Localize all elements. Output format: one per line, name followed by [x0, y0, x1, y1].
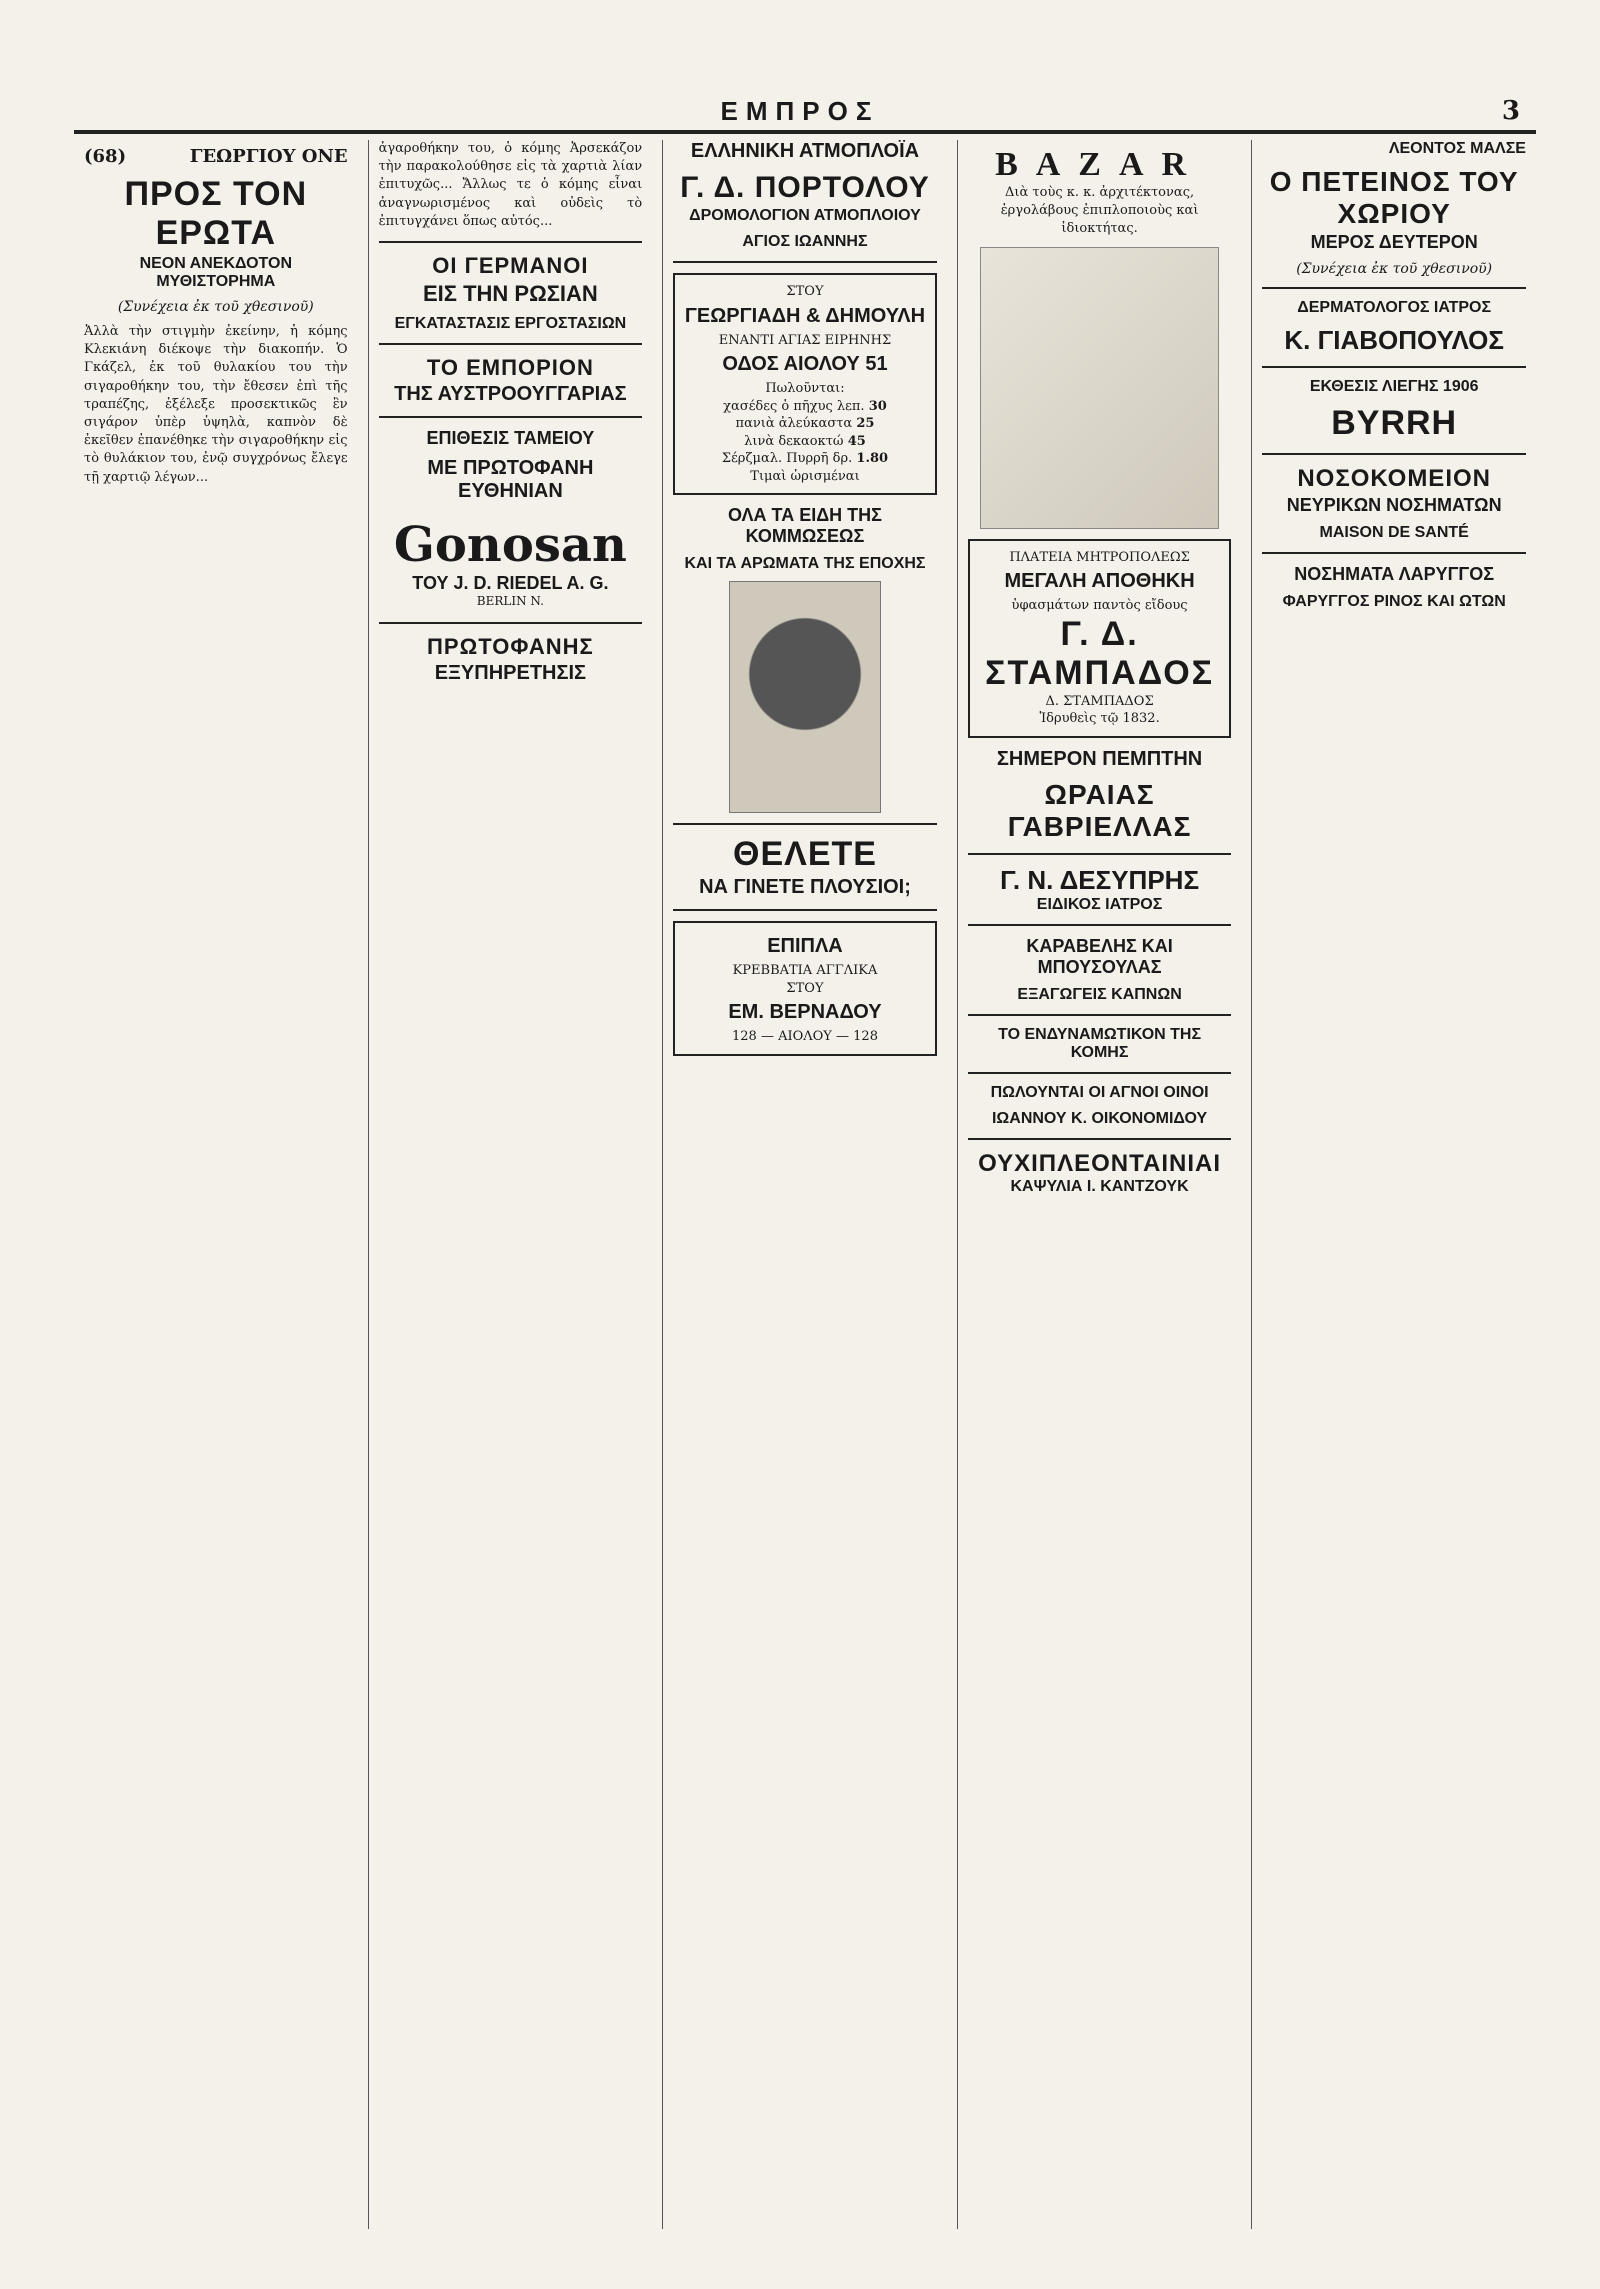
germans-subtitle: ΕΙΣ ΤΗΝ ΡΩΣΙΑΝ — [422, 280, 598, 306]
ent-line1: ΦΑΡΥΓΓΟΣ ΡΙΝΟΣ ΚΑΙ ΩΤΩΝ — [1282, 593, 1506, 610]
pills-line1: ΚΑΨΥΛΙΑ Ι. ΚΑΝΤΖΟΥΚ — [1010, 1177, 1189, 1195]
serial2-part: ΜΕΡΟΣ ΔΕΥΤΕΡΟΝ — [1310, 232, 1478, 252]
bazar-text: Διὰ τοὺς κ. κ. ἀρχιτέκτονας, ἐργολάβους ἐπιπλοποιοὺς καὶ ἰδιοκτήτας. — [1000, 185, 1199, 237]
shop-place: ΕΝΑΝΤΙ ΑΓΙΑΣ ΕΙΡΗΝΗΣ — [718, 332, 892, 348]
divider — [673, 823, 937, 825]
serial2-title: Ο ΠΕΤΕΙΝΟΣ ΤΟΥ ΧΩΡΙΟΥ — [1269, 166, 1519, 229]
beds-name: ΕΜ. ΒΕΡΝΑΔΟΥ — [728, 1001, 882, 1024]
divider — [968, 1072, 1232, 1074]
exhibition-title: ΕΚΘΕΣΙΣ ΛΙΕΓΗΣ 1906 — [1309, 378, 1479, 395]
cosmetics-subtitle: ΚΑΙ ΤΑ ΑΡΩΜΑΤΑ ΤΗΣ ΕΠΟΧΗΣ — [684, 555, 926, 573]
portrait-illustration — [729, 581, 881, 813]
columns — [74, 140, 1536, 2229]
column-1 — [74, 140, 358, 2229]
shop-fixed-prices: Τιμαὶ ὡρισμέναι — [750, 468, 860, 484]
shipping-ship: ΑΓΙΟΣ ΙΩΑΝΝΗΣ — [742, 233, 868, 250]
shipping-title: ΕΛΛΗΝΙΚΗ ΑΤΜΟΠΛΟΪΑ — [690, 140, 920, 162]
page-number: 3 — [1501, 96, 1520, 126]
column-3 — [662, 140, 947, 2229]
shop-street: ΟΔΟΣ ΑΙΟΛΟΥ 51 — [722, 353, 888, 376]
service-title: ΠΡΩΤΟΦΑΝΗΣ — [427, 633, 594, 659]
shop-item: λινὰ δεκαοκτώ 45 — [744, 433, 866, 449]
divider — [1262, 453, 1526, 455]
want-title: ΘΕΛΕΤΕ — [733, 835, 877, 874]
serial-author: ΓΕΩΡΓΙΟΥ ΟΝΕ — [189, 146, 348, 167]
gonosan-maker: ΤΟΥ J. D. RIEDEL A. G. — [412, 572, 609, 593]
bazar-title: BAZAR — [995, 146, 1205, 183]
wines-title: ΠΩΛΟΥΝΤΑΙ ΟΙ ΑΓΝΟΙ ΟΙΝΟΙ — [990, 1083, 1209, 1101]
serial-body: Ἀλλὰ τὴν στιγμὴν ἐκείνην, ἡ κόμης Κλεκιάνη διέκοψε τὴν διακοπήν. Ὁ Γκάζελ, ἐκ τοῦ θυλακίου του τὴν σιγαροθήκην του, τὴν ἔθεσεν ἐπὶ τῆς τραπέζης, ἐξέλεξε προσεκτικῶς ἓν σιγάρον ὑπὲρ ὑψηλὰ, καπνὸν δὲ ἐκεῖθεν ἐπανέθηκε τὴν σιγαροθήκην εἰς τὸ θυλάκιον του, ἐνῷ συγχρόνως ἔλεγε τῇ χαρτιῷ λέγων... — [84, 324, 348, 485]
ent-title: ΝΟΣΗΜΑΤΑ ΛΑΡΥΓΓΟΣ — [1294, 564, 1495, 584]
shipping-name: Γ. Δ. ΠΟΡΤΟΛΟΥ — [680, 171, 930, 204]
stampados-place: ΠΛΑΤΕΙΑ ΜΗΤΡΟΠΟΛΕΩΣ — [1009, 549, 1190, 565]
shop-ad — [673, 273, 937, 495]
hardware-illustration — [980, 247, 1219, 529]
divider — [968, 1014, 1232, 1016]
serial-continuation: (Συνέχεια ἐκ τοῦ χθεσινοῦ) — [117, 299, 314, 315]
serial-title: ΠΡΟΣ ΤΟΝ ΕΡΩΤΑ — [124, 175, 308, 252]
serial-number: (68) — [84, 146, 127, 167]
gabriella-title: ΩΡΑΙΑΣ ΓΑΒΡΙΕΛΛΑΣ — [1007, 778, 1192, 842]
wines-name: ΙΩΑΝΝΟΥ Κ. ΟΙΚΟΝΟΜΙΔΟΥ — [991, 1109, 1208, 1127]
serial2-continuation: (Συνέχεια ἐκ τοῦ χθεσινοῦ) — [1296, 261, 1493, 277]
stamps-subtitle: ΜΕ ΠΡΩΤΟΦΑΝΗ ΕΥΘΗΝΙΑΝ — [427, 456, 594, 502]
shop-item-list — [683, 398, 927, 468]
trade-title: ΤΟ ΕΜΠΟΡΙΟΝ — [426, 354, 594, 380]
divider — [379, 622, 643, 624]
germans-title: ΟΙ ΓΕΡΜΑΝΟΙ — [432, 252, 589, 278]
shop-prefix: ΣΤΟΥ — [786, 284, 824, 299]
divider — [379, 343, 643, 345]
doctor-name: Γ. Ν. ΔΕΣΥΠΡΗΣ — [1000, 864, 1200, 895]
divider — [673, 909, 937, 911]
beds-title: ΕΠΙΠΛΑ — [767, 935, 843, 958]
germans-heading: ΕΓΚΑΤΑΣΤΑΣΙΣ ΕΡΓΟΣΤΑΣΙΩΝ — [394, 314, 627, 332]
divider — [673, 261, 937, 263]
serial-subtitle: ΝΕΟΝ ΑΝΕΚΔΟΤΟΝ ΜΥΘΙΣΤΟΡΗΜΑ — [139, 255, 292, 290]
exhibition-product: BYRRH — [1331, 404, 1458, 442]
column-4 — [957, 140, 1242, 2229]
shop-name: ΓΕΩΡΓΙΑΔΗ & ΔΗΜΟΥΛΗ — [684, 304, 926, 327]
dentist-name: Κ. ΓΙΑΒΟΠΟΥΛΟΣ — [1284, 325, 1504, 355]
newspaper-title: ΕΜΠΡΟΣ — [720, 96, 880, 126]
shop-item: Σέρζμαλ. Πυρρῆ δρ. 1.80 — [721, 451, 889, 467]
top-rule — [74, 130, 1536, 134]
masthead — [0, 96, 1600, 127]
stampados-ad — [968, 539, 1232, 738]
shop-selling: Πωλοῦνται: — [765, 381, 845, 397]
beds-line1: ΚΡΕΒΒΑΤΙΑ ΑΓΓΛΙΚΑ — [732, 963, 878, 979]
stampados-house: Δ. ΣΤΑΜΠΑΔΟΣ — [1045, 693, 1154, 709]
cosmetics-title: ΟΛΑ ΤΑ ΕΙΔΗ ΤΗΣ ΚΟΜΜΩΣΕΩΣ — [728, 505, 882, 547]
hospital-subtitle: ΝΕΥΡΙΚΩΝ ΝΟΣΗΜΑΤΩΝ — [1286, 495, 1502, 515]
divider — [379, 416, 643, 418]
hospital-title: ΝΟΣΟΚΟΜΕΙΟΝ — [1297, 465, 1491, 492]
doctor-title: ΕΙΔΙΚΟΣ ΙΑΤΡΟΣ — [1036, 895, 1163, 913]
trade-subtitle: ΤΗΣ ΑΥΣΤΡΟΟΥΓΓΑΡΙΑΣ — [394, 382, 627, 405]
hospital-maison: MAISON DE SANTÉ — [1319, 524, 1469, 541]
stampados-name: Γ. Δ. ΣΤΑΜΠΑΔΟΣ — [985, 614, 1215, 692]
divider — [968, 924, 1232, 926]
beds-ad — [673, 921, 937, 1056]
shop-item: πανιὰ ἀλεύκαστα 25 — [735, 416, 875, 432]
divider — [1262, 287, 1526, 289]
cure-title: ΤΟ ΕΝΔΥΝΑΜΩΤΙΚΟΝ ΤΗΣ ΚΟΜΗΣ — [998, 1025, 1202, 1061]
shop-item: χασέδες ὁ πῆχυς λεπ. 30 — [723, 398, 887, 414]
shipping-line1: ΔΡΟΜΟΛΟΓΙΟΝ ΑΤΜΟΠΛΟΙΟΥ — [689, 207, 921, 224]
tobacco-name: ΚΑΡΑΒΕΛΗΣ ΚΑΙ ΜΠΟΥΣΟΥΛΑΣ — [1026, 935, 1173, 977]
pills-title: ΟΥΧΙΠΛΕΟΝΤΑΙΝΙΑΙ — [978, 1149, 1222, 1177]
column-5 — [1251, 140, 1536, 2229]
divider — [1262, 366, 1526, 368]
service-subtitle: ΕΞΥΠΗΡΕΤΗΣΙΣ — [434, 661, 587, 684]
serial-header — [84, 146, 348, 167]
divider — [968, 1138, 1232, 1140]
tobacco-line1: ΕΞΑΓΩΓΕΙΣ ΚΑΠΝΩΝ — [1017, 985, 1182, 1003]
divider — [968, 853, 1232, 855]
gonosan-ad — [379, 517, 643, 608]
want-subtitle: ΝΑ ΓΙΝΕΤΕ ΠΛΟΥΣΙΟΙ; — [699, 876, 911, 899]
stampados-store: ΜΕΓΑΛΗ ΑΠΟΘΗΚΗ — [1004, 570, 1195, 593]
divider — [379, 241, 643, 243]
beds-line2: ΣΤΟΥ — [786, 980, 824, 996]
column-2 — [368, 140, 653, 2229]
dentist-title: ΔΕΡΜΑΤΟΛΟΓΟΣ ΙΑΤΡΟΣ — [1297, 299, 1492, 316]
gonosan-city: BERLIN N. — [476, 593, 544, 608]
gonosan-logo: Gonosan — [393, 516, 627, 573]
stampados-founded: Ἱδρυθεὶς τῷ 1832. — [1039, 711, 1160, 727]
stampados-goods: ὑφασμάτων παντὸς εἴδους — [1011, 598, 1188, 614]
col2-body: ἀγαροθήκην του, ὁ κόμης Ἀρσεκάζον τὴν παρακολούθησε εἰς τὰ χαρτιὰ λίαν ἐπιτυχῶς... Ἄλλως τε ὁ κόμης εἶναι ἀναγνωρισμένος καὶ οὐδεὶς τὸ ἐπιτυγχάνει ὅπως αὐτός... — [378, 141, 643, 229]
divider — [1262, 552, 1526, 554]
today-heading: ΣΗΜΕΡΟΝ ΠΕΜΠΤΗΝ — [996, 747, 1203, 770]
beds-address: 128 — ΑΙΟΛΟΥ — 128 — [732, 1029, 878, 1045]
stamps-title: ΕΠΙΘΕΣΙΣ ΤΑΜΕΙΟΥ — [426, 427, 595, 448]
serial2-author: ΛΕΟΝΤΟΣ ΜΑΛΣΕ — [1388, 140, 1526, 157]
